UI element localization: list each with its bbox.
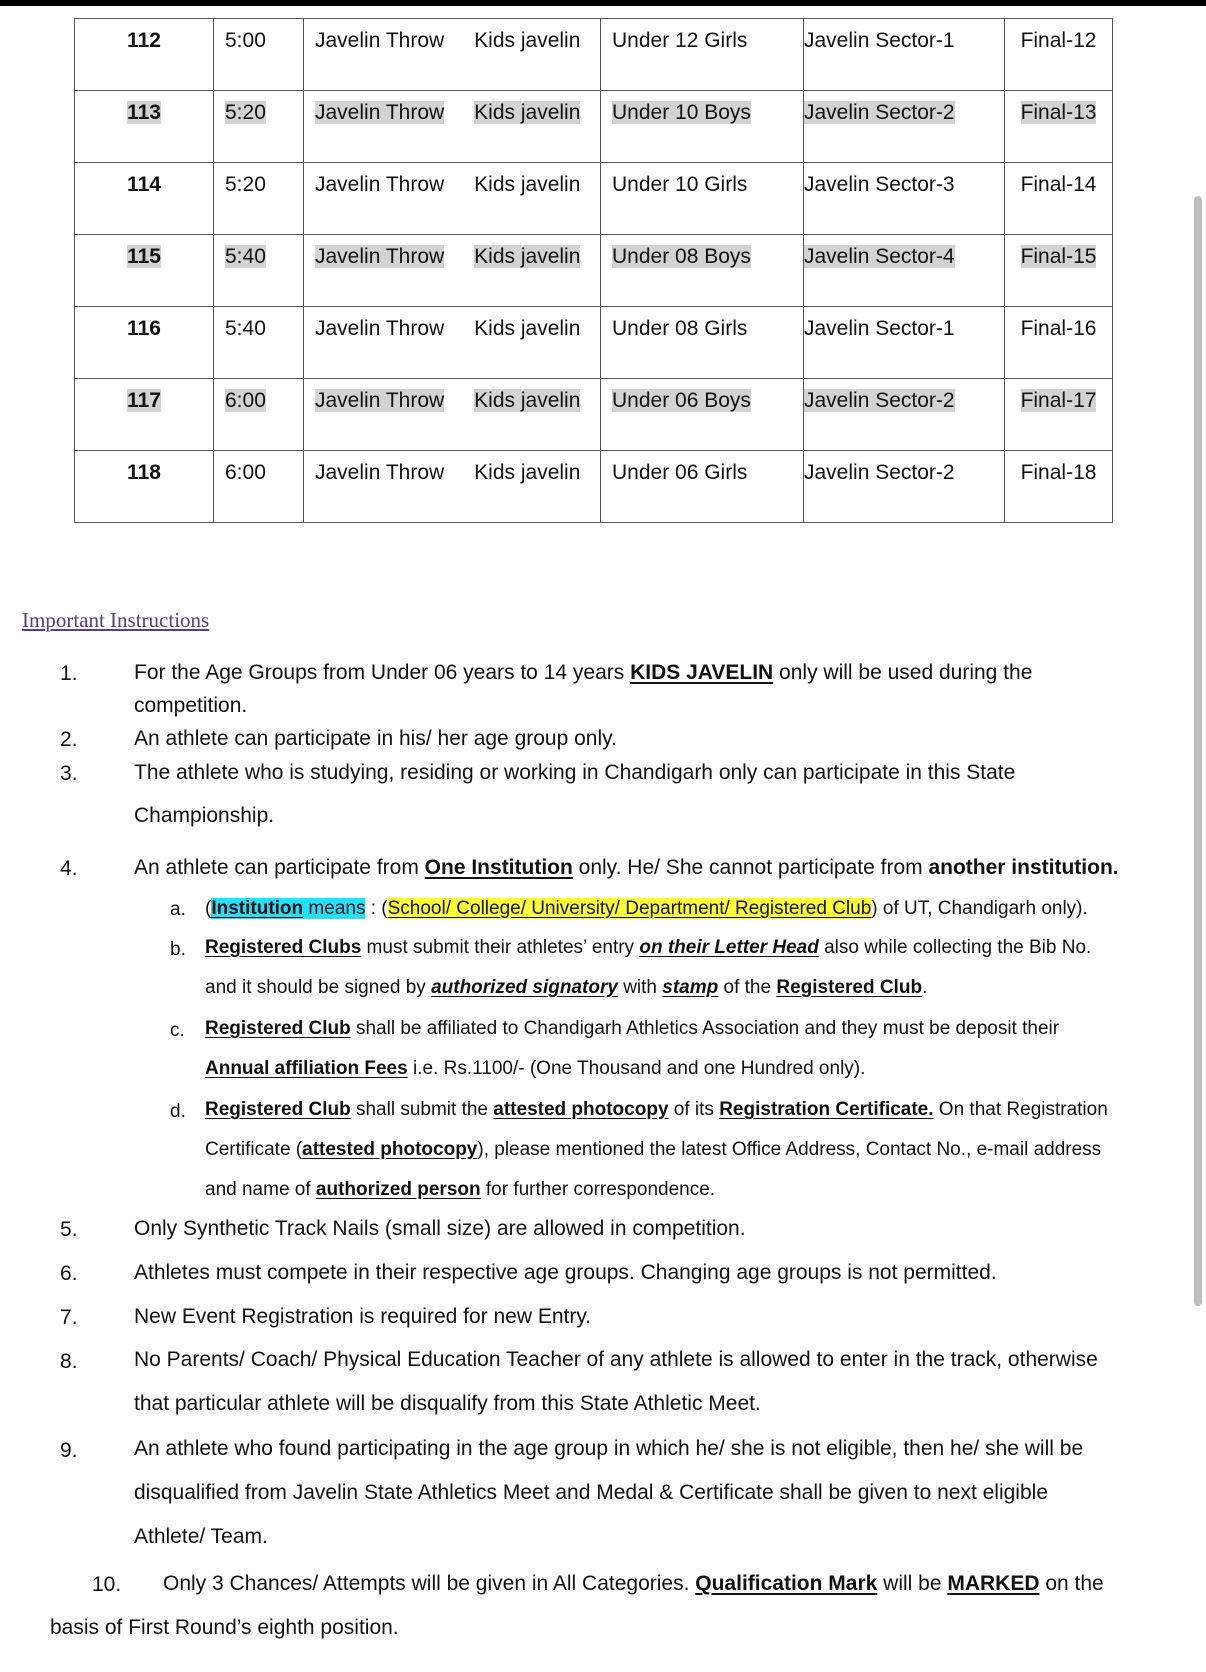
item-number: 10. bbox=[92, 1573, 122, 1596]
age-group-text: Under 10 Boys bbox=[612, 101, 751, 124]
age-group-cell bbox=[601, 235, 804, 307]
instruction-item-10: Only 3 Chances/ Attempts will be given in All Categories. Qualification Mark will be MARKED on the bbox=[163, 1572, 1104, 1595]
age-group-text: Under 10 Girls bbox=[612, 173, 748, 196]
event-text: Javelin Throw bbox=[315, 29, 445, 52]
instruction-item-6: Athletes must compete in their respective age groups. Changing age groups is not permitted. bbox=[134, 1261, 997, 1284]
instruction-item-1: For the Age Groups from Under 06 years to 14 years KIDS JAVELIN only will be used during the competition. bbox=[134, 661, 1033, 717]
event-text: Javelin Throw bbox=[315, 461, 445, 484]
table-row bbox=[75, 307, 1113, 379]
time-cell bbox=[214, 163, 304, 235]
time-text: 5:40 bbox=[225, 317, 266, 340]
instruction-item-9: An athlete who found participating in the age group in which he/ she is not eligible, then he/ she will be disqualified from Javelin State Athletics Meet and Medal & Certificate shall be given to next eligible Athlete/ Team. bbox=[134, 1437, 1084, 1548]
event-cell bbox=[304, 307, 601, 379]
event-number-text: 116 bbox=[127, 317, 161, 340]
event-text: Javelin Throw bbox=[315, 389, 445, 412]
event-cell bbox=[304, 235, 601, 307]
event-number-cell bbox=[75, 451, 214, 523]
event-number-text: 115 bbox=[127, 245, 161, 268]
event-text: Kids javelin bbox=[474, 101, 581, 124]
table-row bbox=[75, 163, 1113, 235]
venue-cell bbox=[804, 451, 1005, 523]
age-group-cell bbox=[601, 307, 804, 379]
round-text: Final-14 bbox=[1020, 173, 1097, 196]
event-number-cell bbox=[75, 235, 214, 307]
time-text: 5:20 bbox=[225, 173, 266, 196]
document-page bbox=[0, 6, 1206, 1672]
time-text: 5:40 bbox=[225, 245, 266, 268]
sub-item-a: (Institution means : (School/ College/ University/ Department/ Registered Club) of UT, Chandigarh only). bbox=[205, 898, 1088, 919]
event-text: Kids javelin bbox=[474, 29, 581, 52]
event-number-cell bbox=[75, 91, 214, 163]
age-group-text: Under 08 Boys bbox=[612, 245, 751, 268]
time-cell bbox=[214, 451, 304, 523]
item-number: 3. bbox=[60, 762, 78, 785]
table-row bbox=[75, 379, 1113, 451]
age-group-text: Under 12 Girls bbox=[612, 29, 748, 52]
event-text: Kids javelin bbox=[474, 461, 581, 484]
vertical-scrollbar[interactable] bbox=[1194, 196, 1202, 1306]
instruction-item-3: The athlete who is studying, residing or working in Chandigarh only can participate in this State Championship. bbox=[134, 761, 1016, 827]
round-text: Final-13 bbox=[1020, 101, 1097, 124]
time-cell bbox=[214, 307, 304, 379]
venue-text: Javelin Sector-3 bbox=[804, 173, 955, 196]
age-group-text: Under 06 Girls bbox=[612, 461, 748, 484]
venue-text: Javelin Sector-2 bbox=[804, 101, 955, 124]
event-text: Kids javelin bbox=[474, 317, 581, 340]
table-row bbox=[75, 235, 1113, 307]
event-number-cell bbox=[75, 307, 214, 379]
item-number: 5. bbox=[60, 1218, 78, 1241]
round-cell bbox=[1005, 163, 1113, 235]
venue-text: Javelin Sector-4 bbox=[804, 245, 955, 268]
time-text: 6:00 bbox=[225, 389, 266, 412]
round-text: Final-15 bbox=[1020, 245, 1097, 268]
event-cell bbox=[304, 163, 601, 235]
sub-item-d: Registered Club shall submit the attested photocopy of its Registration Certificate. On that Registration Certificate (attested photocopy), please mentioned the latest Office Address, Contact No., e-mail address and name of authorized person for further correspondence. bbox=[205, 1099, 1108, 1200]
schedule-table bbox=[74, 18, 1113, 523]
round-text: Final-16 bbox=[1020, 317, 1097, 340]
item-number: 9. bbox=[60, 1439, 78, 1462]
event-text: Javelin Throw bbox=[315, 245, 445, 268]
age-group-cell bbox=[601, 19, 804, 91]
item-number: 8. bbox=[60, 1350, 78, 1373]
venue-cell bbox=[804, 235, 1005, 307]
age-group-text: Under 08 Girls bbox=[612, 317, 748, 340]
schedule-table-body bbox=[75, 19, 1113, 523]
time-text: 5:20 bbox=[225, 101, 266, 124]
instruction-item-4: An athlete can participate from One Institution only. He/ She cannot participate from another institution. bbox=[134, 856, 1119, 879]
venue-text: Javelin Sector-1 bbox=[804, 317, 955, 340]
item-number: 7. bbox=[60, 1306, 78, 1329]
round-cell bbox=[1005, 19, 1113, 91]
event-number-cell bbox=[75, 379, 214, 451]
event-number-cell bbox=[75, 163, 214, 235]
sub-item-letter: c. bbox=[170, 1020, 185, 1041]
item-number: 1. bbox=[60, 662, 78, 685]
sub-item-b: Registered Clubs must submit their athletes’ entry on their Letter Head also while collecting the Bib No. and it should be signed by authorized signatory with stamp of the Registered Club. bbox=[205, 937, 1092, 998]
instruction-item-2: An athlete can participate in his/ her age group only. bbox=[134, 727, 617, 750]
instruction-item-10-continuation: basis of First Round’s eighth position. bbox=[50, 1616, 399, 1639]
time-cell bbox=[214, 19, 304, 91]
instruction-item-5: Only Synthetic Track Nails (small size) are allowed in competition. bbox=[134, 1217, 746, 1240]
sub-item-letter: a. bbox=[170, 899, 186, 920]
sub-item-c: Registered Club shall be affiliated to Chandigarh Athletics Association and they must be deposit their Annual affiliation Fees i.e. Rs.1100/- (One Thousand and one Hundred only). bbox=[205, 1018, 1060, 1079]
round-text: Final-12 bbox=[1020, 29, 1097, 52]
event-number-text: 117 bbox=[127, 389, 161, 412]
age-group-cell bbox=[601, 163, 804, 235]
round-cell bbox=[1005, 379, 1113, 451]
venue-text: Javelin Sector-2 bbox=[804, 389, 955, 412]
event-text: Javelin Throw bbox=[315, 317, 445, 340]
event-text: Javelin Throw bbox=[315, 173, 445, 196]
round-cell bbox=[1005, 235, 1113, 307]
event-cell bbox=[304, 91, 601, 163]
age-group-cell bbox=[601, 379, 804, 451]
venue-text: Javelin Sector-2 bbox=[804, 461, 955, 484]
venue-cell bbox=[804, 163, 1005, 235]
event-number-cell bbox=[75, 19, 214, 91]
sub-item-letter: b. bbox=[170, 939, 186, 960]
event-text: Javelin Throw bbox=[315, 101, 445, 124]
event-number-text: 118 bbox=[127, 461, 161, 484]
event-text: Kids javelin bbox=[474, 245, 581, 268]
age-group-cell bbox=[601, 91, 804, 163]
instruction-item-8: No Parents/ Coach/ Physical Education Teacher of any athlete is allowed to enter in the track, otherwise that particular athlete will be disqualify from this State Athletic Meet. bbox=[134, 1348, 1098, 1415]
round-cell bbox=[1005, 91, 1113, 163]
round-cell bbox=[1005, 451, 1113, 523]
important-instructions-title: Important Instructions bbox=[22, 608, 210, 632]
item-number: 4. bbox=[60, 857, 78, 880]
event-number-text: 114 bbox=[127, 173, 161, 196]
item-number: 2. bbox=[60, 728, 78, 751]
table-row bbox=[75, 91, 1113, 163]
event-cell bbox=[304, 19, 601, 91]
venue-cell bbox=[804, 19, 1005, 91]
time-cell bbox=[214, 91, 304, 163]
table-row bbox=[75, 19, 1113, 91]
event-cell bbox=[304, 379, 601, 451]
venue-text: Javelin Sector-1 bbox=[804, 29, 955, 52]
time-cell bbox=[214, 379, 304, 451]
age-group-cell bbox=[601, 451, 804, 523]
event-number-text: 112 bbox=[127, 29, 161, 52]
venue-cell bbox=[804, 379, 1005, 451]
sub-item-letter: d. bbox=[170, 1101, 186, 1122]
time-cell bbox=[214, 235, 304, 307]
round-cell bbox=[1005, 307, 1113, 379]
item-number: 6. bbox=[60, 1262, 78, 1285]
event-text: Kids javelin bbox=[474, 173, 581, 196]
round-text: Final-18 bbox=[1020, 461, 1097, 484]
time-text: 6:00 bbox=[225, 461, 266, 484]
event-text: Kids javelin bbox=[474, 389, 581, 412]
venue-cell bbox=[804, 91, 1005, 163]
time-text: 5:00 bbox=[225, 29, 266, 52]
instruction-item-7: New Event Registration is required for new Entry. bbox=[134, 1305, 592, 1328]
event-number-text: 113 bbox=[127, 101, 161, 124]
table-row bbox=[75, 451, 1113, 523]
event-cell bbox=[304, 451, 601, 523]
venue-cell bbox=[804, 307, 1005, 379]
round-text: Final-17 bbox=[1020, 389, 1097, 412]
age-group-text: Under 06 Boys bbox=[612, 389, 751, 412]
